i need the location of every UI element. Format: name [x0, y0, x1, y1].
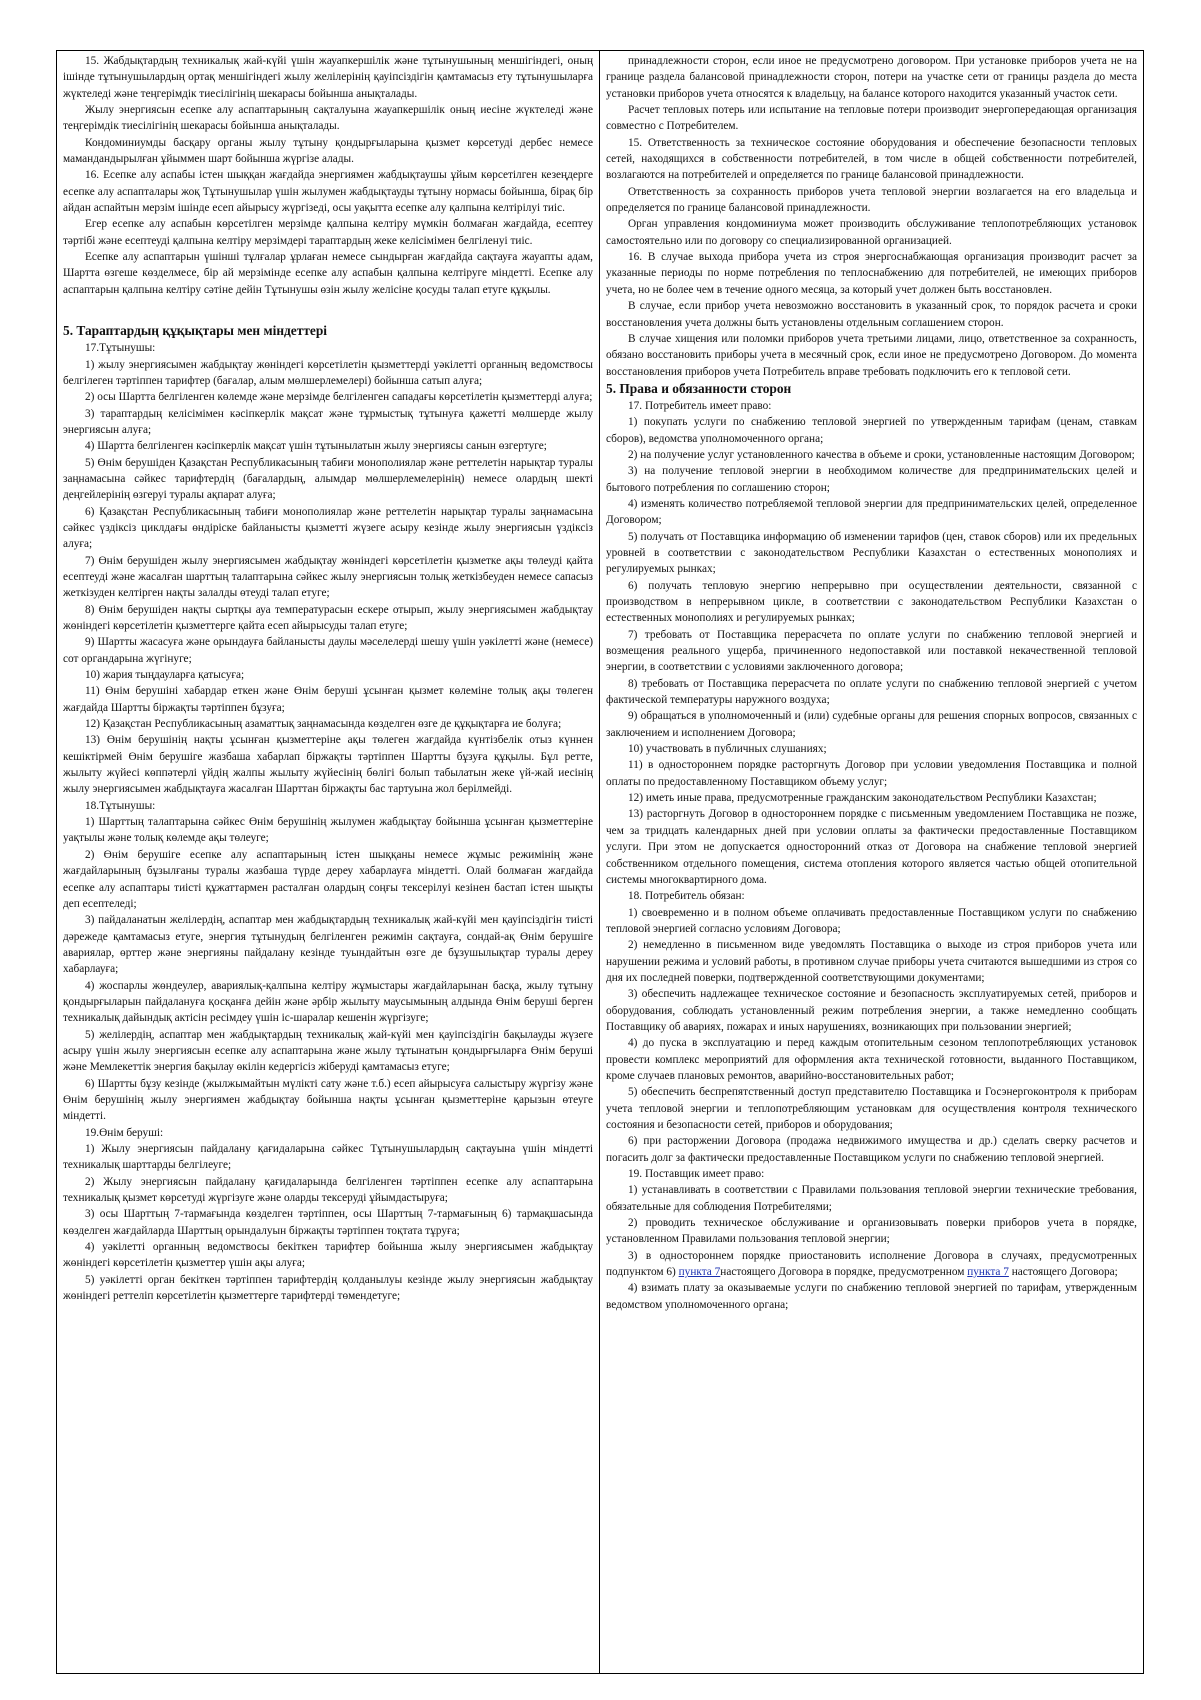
section-title-kazakh: 5. Тараптардың құқықтары мен міндеттері — [63, 323, 328, 339]
paragraph: 4) уәкілетті органның ведомствосы бекіткен тарифтер бойынша жылу энергиясымен жабдықтау жөніндегі көрсетілетін қызметтер үшін ақы алуға; — [63, 1241, 593, 1270]
paragraph: принадлежности сторон, если иное не предусмотрено договором. При установке приборов учета не на границе раздела балансовой принадлежности сторон, потери на участке сети от границы раздела до места установки приборов учета относятся к владельцу, на балансе которого находится указанный участок сети. — [606, 55, 1137, 100]
paragraph: 6) получать тепловую энергию непрерывно при осуществлении деятельности, связанной с производством в непрерывном цикле, в соответствии с законодательством Республики Казахстан о естественных монополиях и регулируемых рынках; — [606, 579, 1137, 625]
paragraph: 17.Тұтынушы: — [85, 342, 156, 355]
paragraph: 10) участвовать в публичных слушаниях; — [628, 743, 827, 756]
paragraph: 2) осы Шартта белгіленген көлемде және мерзімде белгіленген сападағы көрсетілетін қызметтерді алуға; — [85, 391, 593, 404]
paragraph: 15. Ответственность за техническое состояние оборудования и обеспечение безопасности тепловых сетей, находящихся в собственности потребителей, в том числе в общей собственности потребителей, возлагаются на потребителей и определяется по границе балансовой принадлежности. — [606, 136, 1137, 182]
paragraph: 13) Өнім берушінің нақты ұсынған қызметтеріне ақы төлеген жағдайда күнтізбелік отыз күннен кешіктірмей Өнім берушіге жазбаша хабарлап біржақты тәртіппен Шартты бұзуға құқылы. Бұл ретте, жылыту жүйесі көппәтерлі үйдің жалпы жылыту жүйесінің бөлігі болып табылатын жеке үй-жай иесінің жылу энергиясымен жабдықтауға жасалған Шарттан біржақты бас тартуына жол берілмейді. — [63, 734, 593, 796]
paragraph: 1) Шарттың талаптарына сәйкес Өнім берушінің жылумен жабдықтау бойынша ұсынған қызметтеріне уақтылы және толық көлемде ақы төлеуге; — [63, 816, 593, 845]
paragraph: 3) тараптардың келісімімен кәсіпкерлік мақсат және тұрмыстық тұтынуға қажетті мөлшерде жылу энергиясын алуға; — [63, 407, 593, 436]
paragraph: 11) Өнім берушіні хабардар еткен және Өнім беруші ұсынған қызмет көлеміне толық ақы төлеген жағдайда Шартты біржақты тәртіппен бұзуға; — [63, 685, 593, 714]
paragraph: 7) Өнім берушіден жылу энергиясымен жабдықтау жөніндегі көрсетілетін қызметке ақы төлеуді қайта есептеуді және жасалған шарттың талаптарына сәйкес жылу энергиясын толық жеткізбеуден немесе сапасыз жеткізуден келтірген нақты залалды өтеуді талап етуге; — [63, 554, 593, 600]
paragraph: Орган управления кондоминиума может производить обслуживание теплопотребляющих установок самостоятельно или по договору со специализированной организацией. — [606, 218, 1137, 247]
paragraph: 5) получать от Поставщика информацию об изменении тарифов (цен, ставок сборов) или их предельных уровней в соответствии с законодательством Республики Казахстан о естественных монополиях и регулируемых рынках; — [606, 530, 1137, 576]
paragraph: Есепке алу аспаптарын үшінші тұлғалар ұрлаған немесе сындырған жағдайда сақтауға жауапты адам, Шартта өзгеше көзделмесе, бір ай мерзімінде есепке алу аспабын қалпына келтіруге міндетті. Есепке алу аспаптарын қалпына келтіру сәтіне дейін Тұтынушы өзін жылу желісіне қосуды талап етуге құқылы. — [63, 251, 593, 296]
paragraph: 10) жария тыңдауларға қатысуға; — [85, 669, 245, 682]
paragraph: 1) Жылу энергиясын пайдалану қағидаларына сәйкес Тұтынушылардың сақтауына үшін міндетті техникалық шарттарды белгілеуге; — [63, 1143, 593, 1172]
paragraph: 16. Есепке алу аспабы істен шыққан жағдайда энергиямен жабдықтаушы ұйым көрсетілген кезеңдерге есепке алу аспапталары жоқ Тұтынушылар үшін жылумен жабдықтауды тұтыну нормасы бойынша, бірақ бір айдан аспайтын мерзім ішінде есеп айырысу жүргізеді, осы уақытта есепке алу қалпына келтірілуі тиіс. — [63, 169, 593, 215]
paragraph: 5) желілердің, аспаптар мен жабдықтардың техникалық жай-күйі мен қауіпсіздігін бақылауды жүзеге асыру үшін жылу энергиясын есепке алу аспаптарына және жылу тұтынатын қондырғыларға Өнім беруші және Мемлекеттік энергия бақылау өкілін кедергісіз жіберуді қамтамасыз етуге; — [63, 1028, 593, 1074]
paragraph: 9) обращаться в уполномоченный и (или) судебные органы для решения спорных вопросов, связанных с заключением и исполнением Договора; — [606, 710, 1137, 739]
paragraph: 2) на получение услуг установленного качества в объеме и сроки, установленные настоящим Договором; — [628, 448, 1135, 461]
document-page — [56, 50, 1144, 1674]
paragraph: 1) жылу энергиясымен жабдықтау жөніндегі көрсетілетін қызметтерді уәкілетті органның ведомствосы белгілеген тәртіппен тарифтер (бағалар, алым мөлшерлемелері) бойынша сатып алуға; — [63, 358, 593, 387]
paragraph: 2) немедленно в письменном виде уведомлять Поставщика о выходе из строя приборов учета или нарушении режима и условий работы, в противном случае приборы учета считаются вышедшими из строя со дня их последней поверки, подтвержденной соответствующими документами; — [606, 939, 1137, 984]
paragraph: 3) в одностороннем порядке приостановить исполнение Договора в случаях, предусмотренных подпунктом 6) пункта 7настоящего Договора в порядке, предусмотренном пункта 7 настоящего Договора; — [606, 1249, 1137, 1279]
paragraph: 7) требовать от Поставщика перерасчета по оплате услуги по снабжению тепловой энергией и возмещения реального ущерба, причиненного недопоставкой или поставкой некачественной тепловой энергии, в соответствии с условиями заключенного договора; — [606, 628, 1137, 674]
paragraph: 17. Потребитель имеет право: — [628, 399, 772, 412]
paragraph: 5) обеспечить беспрепятственный доступ представителю Поставщика и Госэнергоконтроля к приборам учета тепловой энергии и теплопотребляющим установкам для осуществления контроля технического состояния и безопасности сетей, приборов и оборудования; — [606, 1086, 1137, 1131]
paragraph: В случае хищения или поломки приборов учета третьими лицами, лицо, ответственное за сохранность, обязано восстановить приборы учета в месячный срок, если иное не предусмотрено Договором. До момента восстановления приборов учета Потребитель вправе требовать подключить его к тепловой сети. — [606, 332, 1137, 378]
paragraph: Кондоминиумды басқару органы жылу тұтыну қондырғыларына қызмет көрсетуді дербес немесе мамандандырылған ұйыммен шарт бойынша жүргізе алады. — [63, 136, 593, 166]
paragraph: 8) требовать от Поставщика перерасчета по оплате услуги по снабжению тепловой энергией с учетом фактической температуры наружного воздуха; — [606, 677, 1137, 707]
paragraph: 3) осы Шарттың 7-тармағында көзделген тәртіппен, осы Шарттың 7-тармағының 6) тармақшасында көзделген жағдайларда Шарттың орындалуын біржақты тәртіппен тоқтата тұруға; — [63, 1208, 593, 1237]
paragraph: 18.Тұтынушы: — [85, 799, 156, 812]
paragraph: 2) Өнім берушіге есепке алу аспаптарының істен шыққаны немесе жұмыс режимінің және жағдайларының бұзылғаны туралы жазбаша түрде дереу хабарлауға міндетті. Олай болмаған жағдайда есепке алу аспаптары тиісті құжаттармен расталған олардың соңғы тексерілуі кезінен бастап істен шықты деп есептеледі; — [63, 848, 593, 910]
paragraph: 6) при расторжении Договора (продажа недвижимого имущества и др.) сделать сверку расчетов и погасить долг за фактически предоставленные Поставщиком услуги по снабжению тепловой энергией. — [606, 1135, 1137, 1164]
paragraph: 9) Шартты жасасуға және орындауға байланысты даулы мәселелерді шешу үшін уәкілетті және (немесе) сот органдарына жүгінуге; — [63, 636, 593, 665]
paragraph: 3) на получение тепловой энергии в необходимом количестве для предпринимательских целей и бытового потребления по соглашению сторон; — [606, 465, 1137, 494]
paragraph: 19. Поставщик имеет право: — [628, 1168, 765, 1181]
paragraph: 1) своевременно и в полном объеме оплачивать предоставленные Поставщиком услуги по снабжению тепловой энергией согласно условиям Договора; — [606, 906, 1137, 935]
link-punkt-7-second[interactable]: пункта 7 — [967, 1266, 1009, 1279]
paragraph: 4) Шартта белгіленген кәсіпкерлік мақсат үшін тұтынылатын жылу энергиясы санын өзгертуге; — [85, 440, 547, 453]
paragraph: 4) до пуска в эксплуатацию и перед каждым отопительным сезоном теплопотребляющих установок провести комплекс мероприятий для оформления акта технической готовности, выданного Поставщиком, кроме случаев плановых ремонтов, аварийно-восстановительных работ; — [606, 1037, 1137, 1082]
paragraph: Ответственность за сохранность приборов учета тепловой энергии возлагается на его владельца и определяется по границе балансовой принадлежности. — [606, 185, 1137, 215]
paragraph: 12) иметь иные права, предусмотренные гражданским законодательством Республики Казахстан; — [628, 792, 1097, 805]
paragraph: 5) уәкілетті орган бекіткен тәртіппен тарифтердің қолданылуы кезінде жылу энергиясын жабдықтау жөніндегі реттеліп көрсетілетін қызметтерге тарифтерді төмендетуге; — [63, 1273, 593, 1303]
paragraph: 16. В случае выхода прибора учета из строя энергоснабжающая организация производит расчет за указанные периоды по норме потребления по теплоснабжению для потребителей, не имеющих приборов учета, но не более чем в течение одного месяца, за который учет должен быть восстановлен. — [606, 251, 1137, 296]
paragraph: 5) Өнім берушіден Қазақстан Республикасының табиғи монополиялар және реттелетін нарықтар туралы заңнамасына сәйкес тарифтердің (бағалардың, алымдар мөлшерлемелерінің) немесе олардың шекті деңгейлерінің өзгеруі туралы ақпарат алуға; — [63, 456, 593, 502]
paragraph: 8) Өнім берушіден нақты сыртқы ауа температурасын ескере отырып, жылу энергиясымен жабдықтау жөніндегі көрсетілетін қызметтерге қайта есеп айырысуды талап етуге; — [63, 603, 593, 632]
paragraph: 3) обеспечить надлежащее техническое состояние и безопасность эксплуатируемых сетей, приборов и оборудования, соблюдать установленный режим потребления энергии, а также немедленно сообщать Поставщику об авариях, пожарах и иных нарушениях, возникающих при пользовании энергией; — [606, 988, 1137, 1033]
paragraph: 6) Қазақстан Республикасының табиғи монополиялар және реттелетін нарықтар туралы заңнамасына сәйкес үздіксіз циклдағы өндіріске байланысты қызметті жүзеге асыру кезінде жылу энергиясын үздіксіз алуға; — [63, 505, 593, 551]
paragraph: 2) проводить техническое обслуживание и организовывать поверки приборов учета в порядке, установленном Правилами пользования тепловой энергии; — [606, 1217, 1137, 1246]
paragraph: Жылу энергиясын есепке алу аспаптарының сақталуына жауапкершілік оның иесіне жүктеледі және теңгерімдік тиесілігінің шекарасы бойынша анықталады. — [63, 104, 593, 133]
russian-column — [599, 51, 1143, 1673]
paragraph: 6) Шартты бұзу кезінде (жылжымайтын мүлікті сату және т.б.) есеп айырысуға салыстыру жүргізу және Өнім берушінің жылу энергиямен жабдықтау бойынша нақты ұсынған қызметтеріне қарызын өтеуге міндетті. — [63, 1077, 593, 1123]
paragraph: 11) в одностороннем порядке расторгнуть Договор при условии уведомления Поставщика и полной оплаты по предоставленному Поставщиком объему услуг; — [606, 759, 1137, 788]
link-punkt-7[interactable]: пункта 7 — [678, 1266, 721, 1279]
paragraph: 1) покупать услуги по снабжению тепловой энергией по утвержденным тарифам (ценам, ставкам сборов), ведомства уполномоченного органа; — [606, 416, 1137, 445]
paragraph: 18. Потребитель обязан: — [628, 890, 745, 903]
paragraph: 15. Жабдықтардың техникалық жай-күйі үшін жауапкершілік және тұтынушының меншігіндегі, оның ішінде тұтынушылардың ортақ меншігіндегі жылу желілерінің қауіпсіздігін қамтамасыз ету тұтынушыларға жүктеледі және теңгерімдік тиесілігінің шекарасы бойынша анықталады. — [63, 55, 593, 100]
paragraph: 12) Қазақстан Республикасының азаматтық заңнамасында көзделген өзге де құқықтарға ие болуға; — [85, 718, 562, 731]
paragraph: 4) жоспарлы жөндеулер, авариялық-қалпына келтіру жұмыстары жағдайларынан басқа, жылу тұтыну қондырғыларын пайдалануға қосқанға дейін және әрбір жылыту маусымының алдында Өнім беруші берген техникалық дайындық актісін ресімдеу үшін іс-шаралар кешенін жүргізуге; — [63, 979, 593, 1025]
paragraph: В случае, если прибор учета невозможно восстановить в указанный срок, то порядок расчета и сроки восстановления учета должны быть установлены отдельным соглашением сторон. — [606, 300, 1137, 329]
paragraph: 19.Өнім беруші: — [85, 1126, 164, 1139]
paragraph: 4) изменять количество потребляемой тепловой энергии для предпринимательских целей, определенное Договором; — [606, 497, 1137, 527]
kazakh-column — [57, 51, 599, 1673]
paragraph: 4) взимать плату за оказываемые услуги по снабжению тепловой энергией по тарифам, утвержденным ведомством уполномоченного органа; — [606, 1282, 1137, 1311]
paragraph: Расчет тепловых потерь или испытание на тепловые потери производит энергопередающая организация совместно с Потребителем. — [606, 104, 1137, 133]
paragraph: 1) устанавливать в соответствии с Правилами пользования тепловой энергии технические требования, обязательные для соблюдения Потребителями; — [606, 1184, 1137, 1213]
paragraph: 13) расторгнуть Договор в одностороннем порядке с письменным уведомлением Поставщика не позже, чем за тридцать календарных дней при условии оплаты за фактически предоставленные Поставщиком услуги. При этом не допускается односторонний отказ от Договора на снабжение тепловой энергией собственником отдельного помещения, система отопления которого является частью общей отопительной системы многоквартирного дома. — [606, 808, 1137, 886]
paragraph: 3) пайдаланатын желілердің, аспаптар мен жабдықтардың техникалық жай-күйі мен қауіпсіздігін тиісті дәрежеде қамтамасыз етуге, энергия тұтынудың белгіленген режимін сақтауға, сондай-ақ Өнім берушіге авариялар, өрттер және энергияны пайдалану кезінде туындайтын өзге де бұзушылықтар туралы дереу хабарлауға; — [63, 914, 593, 976]
paragraph: 2) Жылу энергиясын пайдалану қағидаларында белгіленген тәртіппен есепке алу аспаптарына техникалық қызмет көрсетуді жүргізуге және оларды тексеруді ұйымдастыруға; — [63, 1175, 593, 1205]
section-title-russian: 5. Права и обязанности сторон — [606, 380, 792, 396]
paragraph: Егер есепке алу аспабын көрсетілген мерзімде қалпына келтіру мүмкін болмаған жағдайда, есептеу тәртібі және есептеуді қалпына келтіру мерзімдері тараптардың жеке келісімімен белгіленуі тиіс. — [63, 218, 593, 247]
